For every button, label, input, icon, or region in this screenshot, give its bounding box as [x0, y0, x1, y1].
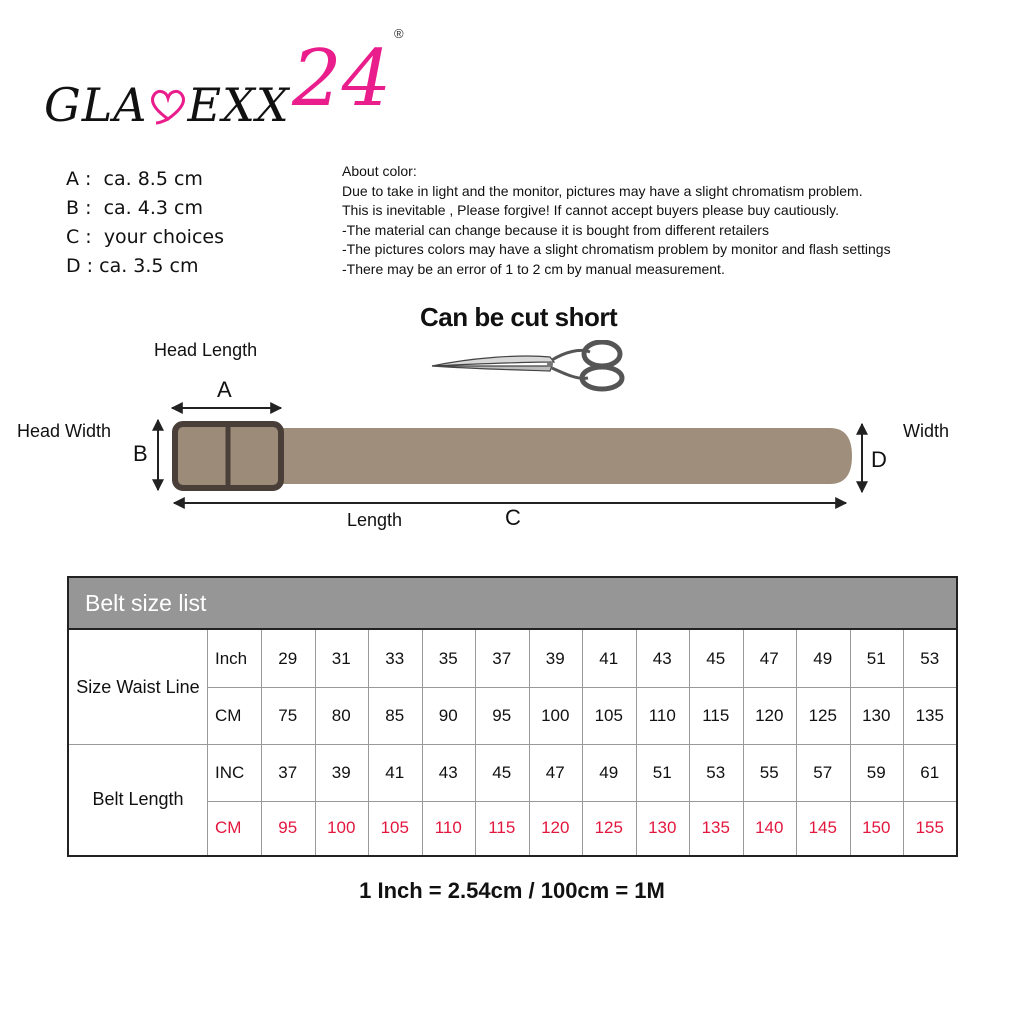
grid-line: [207, 687, 956, 688]
table-cell: 120: [755, 705, 784, 725]
table-cell: 53: [920, 648, 940, 668]
group-label-waist: Size Waist Line: [76, 676, 200, 697]
registered-mark: ®: [394, 26, 404, 41]
table-cell: 29: [278, 648, 298, 668]
table-cell: 85: [385, 705, 405, 725]
table-cell: 47: [545, 762, 565, 782]
table-cell: 33: [385, 648, 405, 668]
table-cell: 47: [759, 648, 779, 668]
table-cell: 49: [599, 762, 619, 782]
grid-line: [207, 801, 956, 802]
table-cell: 80: [331, 705, 351, 725]
table-cell: 31: [331, 648, 351, 668]
table-cell: 49: [813, 648, 833, 668]
table-cell: 130: [862, 705, 891, 725]
table-cell: 53: [706, 762, 726, 782]
about-line: -The material can change because it is bought from different retailers: [342, 221, 769, 238]
row-unit-label: CM: [215, 705, 242, 725]
table-cell: 75: [278, 705, 298, 725]
about-title: About color:: [342, 163, 417, 179]
grid-line: [261, 630, 262, 855]
table-cell: 43: [652, 648, 672, 668]
grid-line: [582, 630, 583, 855]
table-cell: 125: [808, 705, 837, 725]
about-line: Due to take in light and the monitor, pictures may have a slight chromatism problem.: [342, 182, 863, 199]
grid-line: [689, 630, 690, 855]
table-cell: 115: [702, 705, 730, 725]
table-cell: 39: [545, 648, 565, 668]
size-grid: [69, 630, 956, 855]
about-line: -The pictures colors may have a slight chromatism problem by monitor and flash settings: [342, 241, 891, 257]
conversion-note: 1 Inch = 2.54cm / 100cm = 1M: [359, 878, 665, 903]
table-cell: 95: [278, 818, 298, 837]
dimension-d: D : ca. 3.5 cm: [66, 255, 199, 277]
head-width-label: Head Width: [17, 421, 112, 441]
table-cell: 37: [278, 762, 298, 782]
table-title: Belt size list: [69, 578, 956, 630]
belt-size-table: [67, 576, 958, 857]
grid-line: [903, 630, 904, 855]
grid-line: [368, 630, 369, 855]
table-cell: 51: [652, 762, 672, 782]
table-cell: 140: [755, 818, 784, 837]
dimension-b: B : ca. 4.3 cm: [66, 197, 203, 219]
grid-line: [207, 630, 208, 855]
letter-b: B: [133, 441, 148, 466]
grid-line: [796, 630, 797, 855]
table-cell: 55: [759, 762, 779, 782]
about-line: This is inevitable , Please forgive! If cannot accept buyers please buy cautiously.: [342, 202, 840, 218]
table-cell: 135: [701, 818, 730, 837]
table-cell: 51: [866, 648, 886, 668]
table-cell: 100: [541, 705, 570, 725]
table-cell: 57: [813, 762, 833, 782]
letter-d: D: [871, 447, 887, 472]
grid-line: [636, 630, 637, 855]
table-cell: 90: [438, 705, 458, 725]
letter-c: C: [505, 505, 521, 530]
grid-line: [850, 630, 851, 855]
table-cell: 155: [915, 818, 944, 837]
grid-line: [529, 630, 530, 855]
table-cell: 110: [648, 705, 676, 725]
table-cell: 130: [648, 818, 677, 837]
grid-line: [475, 630, 476, 855]
row-unit-label: CM: [215, 818, 242, 837]
table-cell: 100: [327, 818, 356, 837]
belt-strap: [230, 428, 852, 484]
cut-short-note: Can be cut short: [420, 302, 618, 332]
head-length-label: Head Length: [154, 340, 258, 360]
dimension-a: A : ca. 8.5 cm: [66, 168, 203, 190]
brand-number: 24: [292, 34, 392, 124]
table-cell: 39: [331, 762, 351, 782]
table-cell: 59: [866, 762, 886, 782]
table-cell: 95: [492, 705, 512, 725]
table-cell: 125: [594, 818, 623, 837]
row-unit-label: Inch: [215, 648, 248, 668]
grid-line: [315, 630, 316, 855]
table-cell: 105: [380, 818, 409, 837]
table-cell: 43: [438, 762, 458, 782]
group-label-belt-length: Belt Length: [92, 789, 184, 809]
table-cell: 35: [438, 648, 458, 668]
table-cell: 45: [492, 762, 512, 782]
table-cell: 120: [541, 818, 570, 837]
table-cell: 61: [920, 762, 940, 782]
length-label: Length: [347, 510, 403, 530]
table-cell: 110: [434, 818, 462, 837]
table-cell: 135: [915, 705, 944, 725]
grid-line: [422, 630, 423, 855]
grid-line: [743, 630, 744, 855]
about-line: -There may be an error of 1 to 2 cm by manual measurement.: [342, 260, 725, 277]
grid-line: [69, 744, 956, 745]
dimension-c: C : your choices: [66, 226, 225, 248]
table-cell: 45: [706, 648, 726, 668]
table-cell: 145: [808, 818, 837, 837]
letter-a: A: [217, 377, 232, 402]
table-cell: 150: [862, 818, 891, 837]
table-cell: 41: [599, 648, 619, 668]
width-label: Width: [903, 421, 950, 441]
table-cell: 115: [488, 818, 516, 837]
brand-wordmark: GLA EXX: [44, 78, 290, 132]
table-cell: 105: [594, 705, 623, 725]
table-cell: 41: [385, 762, 405, 782]
row-unit-label: INC: [215, 762, 245, 782]
table-cell: 37: [492, 648, 512, 668]
